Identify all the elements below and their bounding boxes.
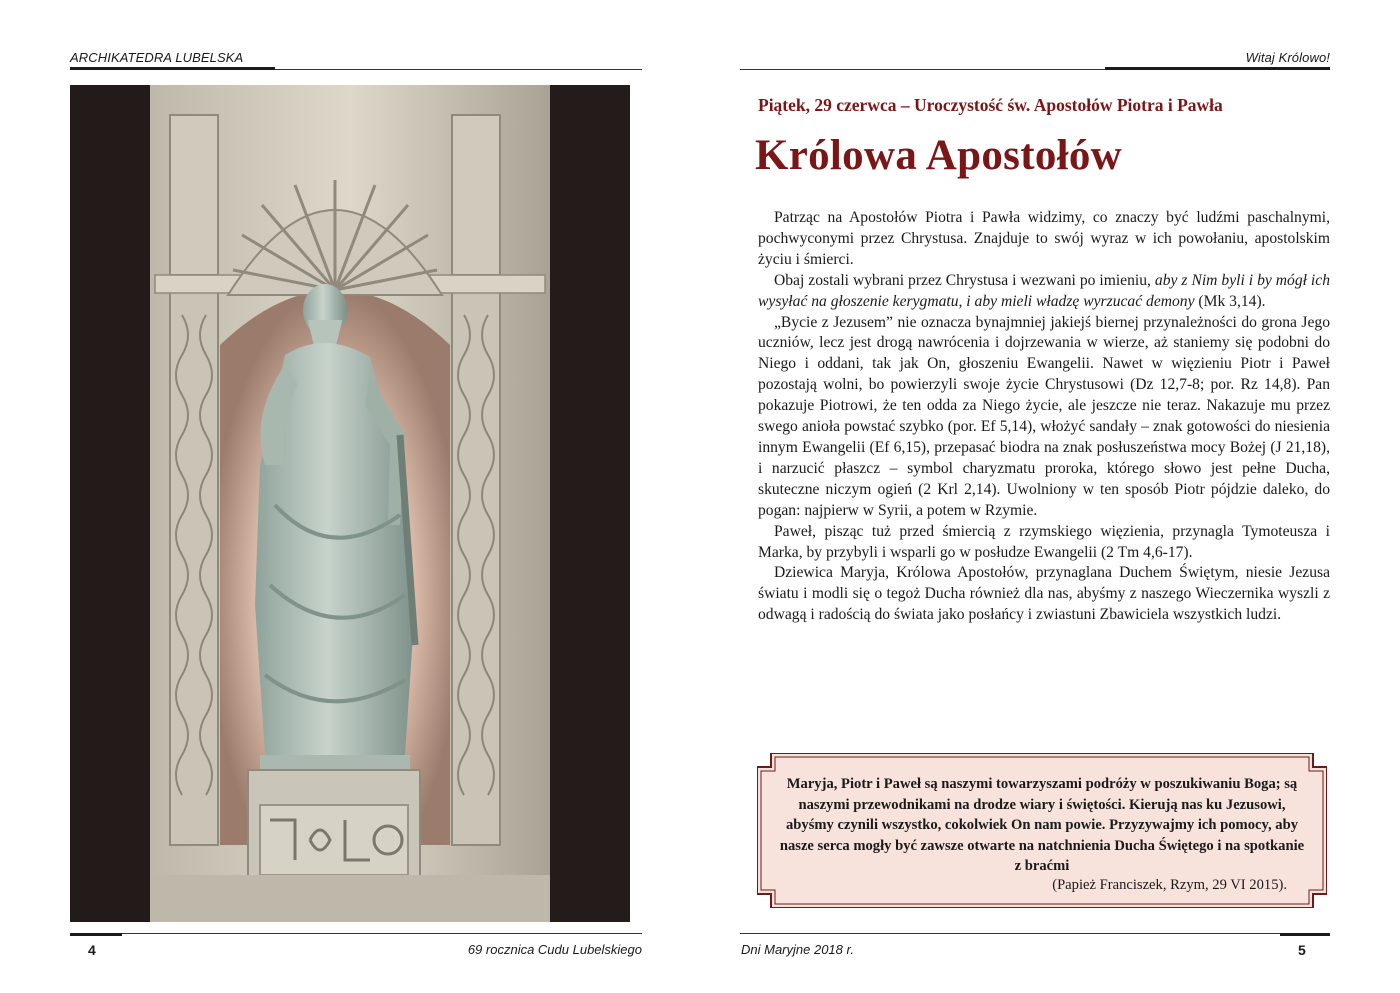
scripture-quote: aby z Nim byli i by mógł ich wysyłać na głoszenie kerygmatu, i aby mieli władzę wyrzucać demony xyxy=(758,271,1330,310)
pope-quote-box xyxy=(757,753,1327,908)
statue-photo xyxy=(70,85,630,922)
footer-rule xyxy=(70,933,642,934)
page-number-left: 4 xyxy=(88,942,96,958)
footer-left-text: 69 rocznica Cudu Lubelskiego xyxy=(467,942,642,957)
page-number-right: 5 xyxy=(1298,942,1306,958)
paragraph: Paweł, pisząc tuż przed śmiercią z rzymskiego więzienia, przynagla Tymoteusza i Marka, by przybyli i wsparli go w posłudze Ewangelii (2 Tm 4,6-17). xyxy=(758,522,1330,561)
statue-illustration xyxy=(70,85,630,922)
paragraph-text: (Mk 3,14). xyxy=(1194,292,1266,310)
footer-rule xyxy=(740,933,1330,934)
article-body xyxy=(758,208,1330,626)
running-head-right: Witaj Królowo! xyxy=(1245,50,1330,65)
article-subtitle: Piątek, 29 czerwca – Uroczystość św. Apostołów Piotra i Pawła xyxy=(758,95,1223,115)
footer-rule-thick xyxy=(70,933,122,936)
paragraph-text: Obaj zostali wybrani przez Chrystusa i wezwani po imieniu, xyxy=(774,271,1155,289)
footer-rule-thick xyxy=(1280,933,1330,936)
quote-source: (Papież Franciszek, Rzym, 29 VI 2015). xyxy=(1052,877,1287,893)
footer-right-text: Dni Maryjne 2018 r. xyxy=(741,942,854,957)
header-rule-thick xyxy=(70,67,275,70)
paragraph xyxy=(758,271,1330,313)
running-head-left: ARCHIKATEDRA LUBELSKA xyxy=(70,50,244,65)
header-rule-thick xyxy=(1105,67,1330,70)
paragraph: Patrząc na Apostołów Piotra i Pawła widzimy, co znaczy być ludźmi paschalnymi, pochwyconymi przez Chrystusa. Znajduje to swój wyraz w ich powołaniu, apostolskim życiu i śmierci. xyxy=(758,209,1330,268)
paragraph: „Bycie z Jezusem” nie oznacza bynajmniej jakiejś biernej przynależności do grona Jego uczniów, lecz jest drogą nawrócenia i dojrzewania w wierze, aż staniemy się podobni do Niego i oddani, tak jak On, głoszeniu Ewangelii. Nawet w więzieniu Piotr i Paweł pozostają wolni, bo powierzyli swoje życie Chrystusowi (Dz 12,7-8; por. Rz 14,8). Pan pokazuje Piotrowi, że ten odda za Niego życie, ale jeszcze nie teraz. Nakazuje mu przez swego anioła powstać szybko (por. Ef 5,14), włożyć sandały – znak gotowości do niesienia innym Ewangelii (Ef 6,15), przepasać biodra na znak posłuszeństwa mocy Bożej (J 21,18), i narzucić płaszcz – symbol charyzmatu proroka, którego słowo jest pełne Ducha, skuteczne niczym ogień (2 Krl 2,14). Uwolniony w ten sposób Piotr pójdzie daleko, do pogan: najpierw w Syrii, a potem w Rzymie. xyxy=(758,313,1330,519)
article-title: Królowa Apostołów xyxy=(755,132,1123,179)
paragraph: Dziewica Maryja, Królowa Apostołów, przynaglana Duchem Świętym, niesie Jezusa światu i modli się o tegoż Ducha również dla nas, abyśmy z naszego Wieczernika wyszli z odwagą i radością do świata jako posłańcy i zwiastuni Zbawiciela wszystkich ludzi. xyxy=(758,564,1330,624)
quote-text: Maryja, Piotr i Paweł są naszymi towarzyszami podróży w poszukiwaniu Boga; są naszymi przewodnikami na drodze wiary i świętości. Kierują nas ku Jezusowi, abyśmy czynili wszystko, cokolwiek On nam powie. Przyzywajmy ich pomocy, aby nasze serca mogły być zawsze otwarte na natchnienia Ducha Świętego i na spotkanie z braćmi xyxy=(779,776,1305,874)
